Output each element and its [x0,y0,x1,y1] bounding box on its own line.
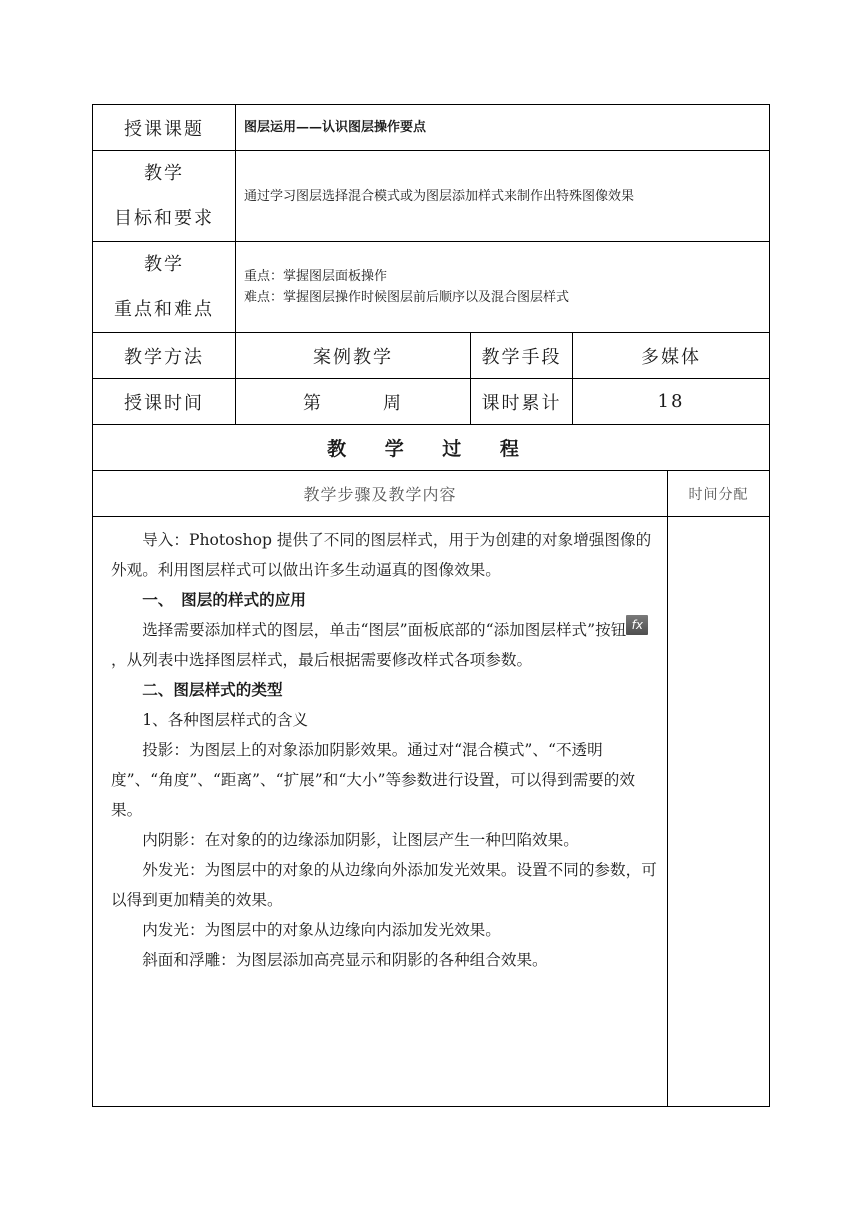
topic-label: 授课课题 [93,105,236,151]
week-prefix: 第 [303,392,323,414]
row-keypoints [93,242,770,333]
keypoints-value [236,242,770,333]
outer-glow-paragraph: 外发光：为图层中的对象的从边缘向外添加发光效果。设置不同的参数，可以得到更加精美的效果。 [111,861,657,909]
hours-value: 18 [573,379,770,425]
fx-icon: fx [626,615,648,635]
lesson-plan-table [92,104,770,1107]
topic-value: 图层运用——认识图层操作要点 [236,105,770,151]
keypoints-label [93,242,236,333]
goal-label-line-1: 教学 [144,163,184,184]
goal-value: 通过学习图层选择混合模式或为图层添加样式来制作出特殊图像效果 [236,151,770,242]
row-header [93,471,770,517]
time-header: 时间分配 [668,471,770,517]
time-allocation-cell [668,517,770,1107]
goal-label [93,151,236,242]
row-process-title [93,425,770,471]
row-time [93,379,770,425]
lesson-plan-sheet [92,104,769,1107]
section-heading-1: 一、 图层的样式的应用 [142,590,306,609]
week-suffix: 周 [383,392,403,414]
row-goal [93,151,770,242]
week-value [236,379,471,425]
apply-text-a: 选择需要添加样式的图层，单击“图层”面板底部的“添加图层样式”按钮 [142,621,627,639]
method-value: 案例教学 [236,333,471,379]
means-value: 多媒体 [573,333,770,379]
inner-glow-paragraph: 内发光：为图层中的对象从边缘向内添加发光效果。 [142,921,501,939]
inner-shadow-paragraph: 内阴影：在对象的的边缘添加阴影，让图层产生一种凹陷效果。 [142,831,579,849]
method-label: 教学方法 [93,333,236,379]
section-heading-2: 二、图层样式的类型 [142,680,283,699]
keypoints-label-line-2: 重点和难点 [114,299,214,320]
style-meaning-paragraph: 1、各种图层样式的含义 [142,711,309,729]
means-label: 教学手段 [471,333,573,379]
apply-paragraph [111,615,657,675]
intro-paragraph: 导入：Photoshop 提供了不同的图层样式，用于为创建的对象增强图像的外观。利用图层样式可以做出许多生动逼真的图像效果。 [111,531,652,579]
apply-text-b: ，从列表中选择图层样式，最后根据需要修改样式各项参数。 [111,651,533,669]
difficulty-line: 难点：掌握图层操作时候图层前后顺序以及混合图层样式 [244,290,570,305]
row-method [93,333,770,379]
keypoints-label-line-1: 教学 [144,254,184,275]
drop-shadow-paragraph: 投影：为图层上的对象添加阴影效果。通过对“混合模式”、“不透明度”、“角度”、“距离”、“扩展”和“大小”等参数进行设置，可以得到需要的效果。 [111,741,635,819]
keypoint-line: 重点：掌握图层面板操作 [244,269,388,284]
row-topic [93,105,770,151]
row-content [93,517,770,1107]
content-cell [93,517,668,1107]
hours-label: 课时累计 [471,379,573,425]
process-title: 教 学 过 程 [93,425,770,471]
bevel-emboss-paragraph: 斜面和浮雕：为图层添加高亮显示和阴影的各种组合效果。 [142,951,548,969]
steps-header: 教学步骤及教学内容 [93,471,668,517]
goal-label-line-2: 目标和要求 [114,208,214,229]
time-label: 授课时间 [93,379,236,425]
